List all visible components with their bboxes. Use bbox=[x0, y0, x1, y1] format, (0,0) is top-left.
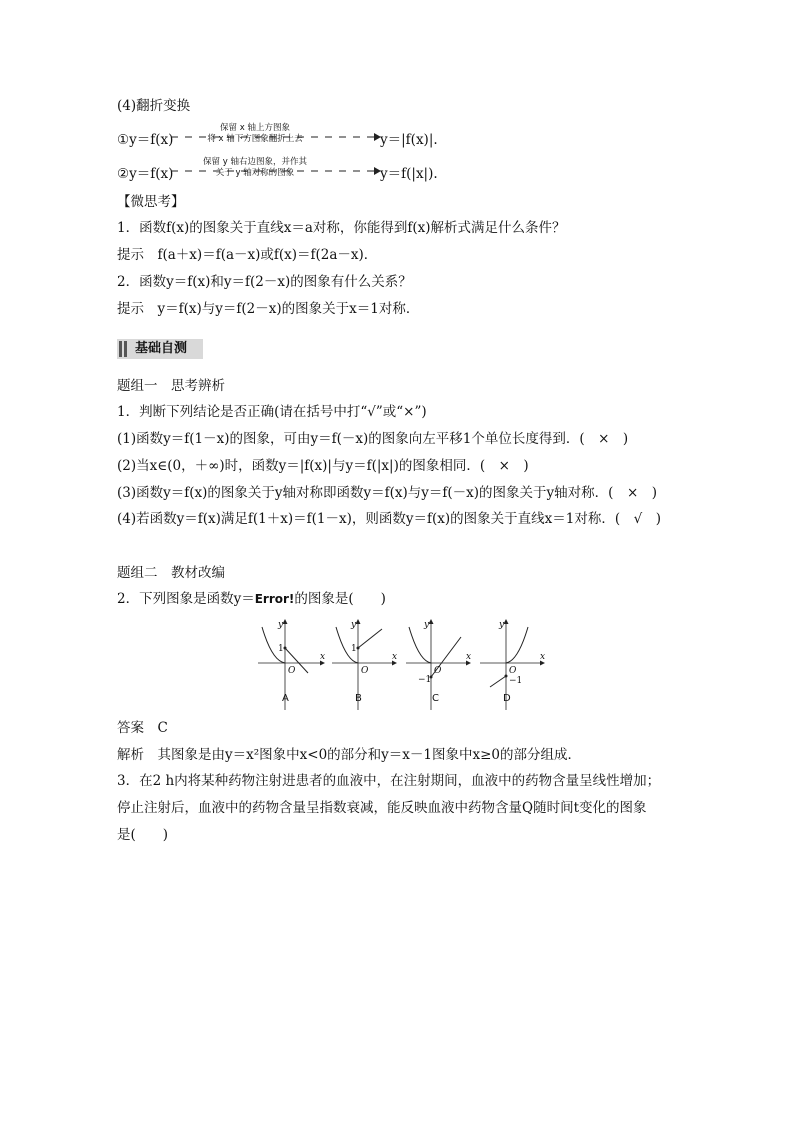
think-question-1: 1．函数f(x)的图象关于直线x＝a对称，你能得到f(x)解析式满足什么条件？ bbox=[117, 220, 566, 236]
q2-suffix: 的图象是( ) bbox=[294, 591, 386, 607]
flip-row-2-lhs: ②y＝f(x) bbox=[117, 166, 174, 182]
question-3-line-2: 停止注射后，血液中的药物含量呈指数衰减，能反映血液中药物含量Q随时间t变化的图象 bbox=[117, 800, 647, 816]
graph-a bbox=[258, 619, 325, 710]
y-axis-label: y bbox=[499, 620, 505, 630]
section-title: 基础自测 bbox=[135, 341, 188, 356]
flip-row-2 bbox=[117, 156, 457, 186]
x-axis-label: x bbox=[540, 652, 546, 662]
section-header bbox=[117, 339, 203, 359]
group1-item-2: (2)当x∈(0，＋∞)时，函数y＝|f(x)|与y＝f(|x|)的图象相同．( × ) bbox=[117, 458, 529, 474]
origin-label: O bbox=[434, 666, 442, 676]
flip-row-2-note-bottom: 关于 y 轴对称的图象 bbox=[215, 168, 295, 178]
x-axis-label: x bbox=[392, 652, 398, 662]
flip-row-1-note-bottom: 将 x 轴下方图象翻折上去 bbox=[207, 134, 303, 144]
flip-row-1-lhs: ①y＝f(x) bbox=[117, 132, 174, 148]
graph-label-c: C bbox=[432, 693, 439, 704]
think-hint-1: 提示 f(a＋x)＝f(a－x)或f(x)＝f(2a－x)． bbox=[117, 247, 378, 263]
tick-label: 1 bbox=[351, 644, 357, 654]
question-3-line-3: 是( ) bbox=[117, 827, 169, 843]
think-question-2: 2．函数y＝f(x)和y＝f(2－x)的图象有什么关系？ bbox=[117, 274, 412, 290]
flip-row-2-note-top: 保留 y 轴右边图象，并作其 bbox=[203, 157, 307, 167]
group1-item-3: (3)函数y＝f(x)的图象关于y轴对称即函数y＝f(x)与y＝f(－x)的图象关于y轴对称．( × ) bbox=[117, 485, 658, 501]
flip-row-1 bbox=[117, 122, 457, 152]
graph-label-a: A bbox=[282, 693, 289, 704]
origin-label: O bbox=[361, 666, 369, 676]
y-axis-label: y bbox=[424, 620, 430, 630]
graph-label-b: B bbox=[355, 693, 362, 704]
flip-row-2-rhs: y＝f(|x|). bbox=[380, 166, 438, 182]
question-3-line-1: 3．在2 h内将某种药物注射进患者的血液中，在注射期间，血液中的药物含量呈线性增加； bbox=[117, 773, 661, 789]
section-bar-icon bbox=[119, 341, 122, 357]
flip-row-1-rhs: y＝|f(x)|. bbox=[380, 132, 438, 148]
group2-title: 题组二 教材改编 bbox=[117, 565, 225, 581]
group1-question: 1．判断下列结论是否正确(请在括号中打“√”或“×”) bbox=[117, 404, 427, 420]
group1-item-4: (4)若函数y＝f(x)满足f(1＋x)＝f(1－x)，则函数y＝f(x)的图象关于直线x＝1对称．( √ ) bbox=[117, 511, 661, 527]
group1-title: 题组一 思考辨析 bbox=[117, 378, 225, 394]
graph-b bbox=[332, 619, 397, 710]
graph-d bbox=[480, 619, 545, 710]
think-hint-2: 提示 y＝f(x)与y＝f(2－x)的图象关于x＝1对称． bbox=[117, 301, 420, 317]
think-label: 【微思考】 bbox=[117, 194, 185, 210]
tick-label: −1 bbox=[509, 676, 523, 686]
answer: 答案 C bbox=[117, 720, 168, 736]
flip-heading: (4)翻折变换 bbox=[117, 98, 191, 114]
x-axis-label: x bbox=[466, 652, 472, 662]
graph-label-d: D bbox=[503, 693, 511, 704]
y-axis-label: y bbox=[278, 620, 284, 630]
analysis: 解析 其图象是由y＝x²图象中x<0的部分和y＝x－1图象中x≥0的部分组成． bbox=[117, 747, 582, 763]
origin-label: O bbox=[509, 666, 517, 676]
tick-label: −1 bbox=[418, 675, 432, 685]
origin-label: O bbox=[288, 666, 296, 676]
flip-row-1-note-top: 保留 x 轴上方图象 bbox=[220, 123, 290, 133]
tick-label: 1 bbox=[278, 644, 284, 654]
q2-error: Error! bbox=[254, 592, 295, 606]
group2-question-2 bbox=[117, 590, 386, 608]
group1-item-1: (1)函数y＝f(1－x)的图象，可由y＝f(－x)的图象向左平移1个单位长度得到．( × ) bbox=[117, 431, 629, 447]
y-axis-label: y bbox=[351, 620, 357, 630]
q2-prefix: 2．下列图象是函数y＝ bbox=[117, 591, 255, 607]
section-bar-icon bbox=[124, 341, 127, 357]
x-axis-label: x bbox=[320, 652, 326, 662]
